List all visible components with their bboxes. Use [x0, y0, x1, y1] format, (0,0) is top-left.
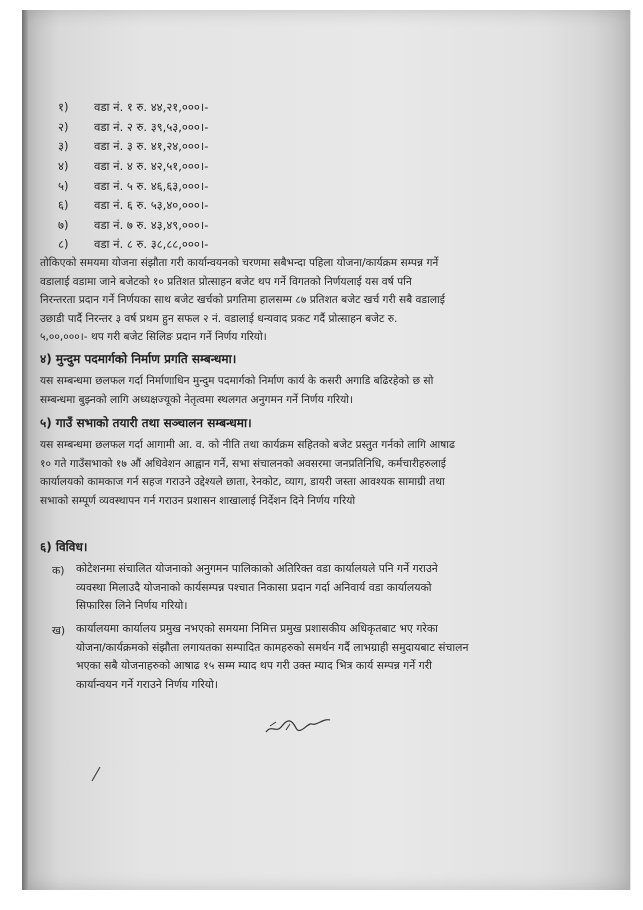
item-text: वडा नं. ५ रु. ४६,६३,०००।-	[94, 178, 209, 193]
list-item	[58, 196, 358, 216]
section4-paragraph	[40, 372, 540, 409]
paragraph-line: यस सम्बन्धमा छलफल गर्दा आगामी आ. व. को नीति तथा कार्यक्रम सहितको बजेट प्रस्तुत गर्नको लागि आषाढ	[40, 439, 455, 451]
paragraph-line: १० गते गाउँसभाको १७ औं अधिवेशन आह्वान गर्ने, सभा संचालनको अवसरमा जनप्रतिनिधि, कर्मचारीहरुलाई	[40, 457, 446, 470]
paragraph-line: व्यवस्था मिलाउदै योजनाको कार्यसम्पन्न पश्चात निकासा प्रदान गर्दा अनिवार्य वडा कार्यालयको	[76, 580, 432, 594]
section-heading: ४) मुन्दुम पदमार्गको निर्माण प्रगति सम्बन्धमा।	[40, 352, 237, 366]
item-number: २)	[58, 119, 69, 134]
paragraph-line: सिफारिस लिने निर्णय गरियो।	[76, 599, 188, 613]
paragraph-line: भएका सबै योजनाहरुको आषाढ १५ सम्म म्याद थप गरी उक्त म्याद भित्र कार्य सम्पन्न गर्ने गरी	[76, 659, 432, 673]
item-text: वडा नं. ८ रु. ३८,८८,०००।-	[94, 237, 209, 252]
paragraph-line: निरन्तरता प्रदान गर्ने निर्णयका साथ बजेट खर्चको प्रगतिमा हालसम्म ८७ प्रतिशत बजेट खर्च गरी सबै वडालाई	[40, 294, 445, 307]
list-item	[58, 176, 358, 196]
item-number: १)	[58, 100, 69, 115]
section-heading: ६) विविध।	[40, 540, 88, 554]
item-number: ८)	[58, 237, 69, 252]
paragraph-line: कार्यालयको कामकाज गर्न सहज गराउने उद्देश्यले छाता, रेनकोट, व्याग, डायरी जस्ता आवश्यक सामाग्री तथा	[40, 476, 445, 489]
item-number: ५)	[58, 178, 69, 193]
list-item	[58, 137, 358, 157]
list-item	[58, 216, 358, 236]
section5-paragraph	[40, 436, 540, 510]
paragraph-line: यस सम्बन्धमा छलफल गर्दा निर्माणाधिन मुन्दुम पदमार्गको निर्माण कार्य के कसरी अगाडि बढिरहेको छ सो	[40, 375, 434, 387]
paragraph-line: वडालाई वडामा जाने बजेटको १० प्रतिशत प्रोत्साहन बजेट थप गर्ने विगतको निर्णयलाई यस वर्ष पनि	[40, 275, 412, 288]
section-heading: ५) गाउँ सभाको तयारी तथा सञ्चालन सम्बन्धमा।	[40, 416, 252, 430]
paragraph-line: तोकिएको समयमा योजना संझौता गरी कार्यान्वयनको चरणमा सबैभन्दा पहिला योजना/कार्यक्रम सम्पन्न गर्ने	[40, 257, 439, 269]
item-label: ख)	[52, 624, 66, 637]
item-text: वडा नं. ३ रु. ४१,२४,०००।-	[94, 139, 209, 154]
item-a-paragraph	[76, 560, 542, 616]
item-text: वडा नं. २ रु. ३९,५३,०००।-	[94, 119, 209, 134]
item-number: ४)	[58, 159, 69, 174]
item-b-paragraph	[76, 620, 542, 694]
paragraph-line: ५,००,०००।- थप गरी बजेट सिलिङ प्रदान गर्ने निर्णय गरियो।	[40, 331, 267, 344]
item-number: ६)	[58, 198, 69, 213]
page-shadow	[591, 10, 631, 890]
paragraph-line: सम्बन्धमा बुझ्नको लागि अध्यक्षज्यूको नेतृत्वमा स्थलगत अनुगमन गर्ने निर्णय गरियो।	[40, 393, 354, 406]
incentive-paragraph	[40, 254, 540, 347]
ward-budget-list	[58, 98, 358, 255]
paragraph-line: सभाको सम्पूर्ण व्यवस्थापन गर्न गराउन प्रशासन शाखालाई निर्देशन दिने निर्णय गरियो	[40, 494, 356, 507]
item-number: ७)	[58, 217, 69, 232]
paragraph-line: कार्यान्वयन गर्ने गराउने निर्णय गरियो।	[76, 677, 218, 691]
pen-mark-icon	[90, 765, 102, 783]
list-item	[58, 98, 358, 118]
item-text: वडा नं. १ रु. ४४,२१,०००।-	[94, 100, 209, 115]
signature-icon	[262, 712, 334, 738]
item-label: क)	[52, 564, 65, 577]
item-text: वडा नं. ६ रु. ५३,४०,०००।-	[94, 198, 209, 213]
page-binding-edge	[22, 10, 28, 890]
item-text: वडा नं. ७ रु. ४३,४९,०००।-	[94, 217, 209, 232]
item-number: ३)	[58, 139, 69, 154]
list-item	[58, 118, 358, 138]
paragraph-line: योजना/कार्यक्रमको संझौता लगायतका सम्पादित कामहरुको समर्थन गर्दै लाभग्राही समुदायबाट संचालन	[76, 640, 469, 654]
item-text: वडा नं. ४ रु. ४२,५१,०००।-	[94, 159, 209, 174]
list-item	[58, 235, 358, 255]
paragraph-line: कोटेशनमा संचालित योजनाको अनुगमन पालिकाको अतिरिक्त वडा कार्यालयले पनि गर्ने गराउने	[76, 562, 438, 575]
paragraph-line: उछाडी पार्दै निरन्तर ३ वर्ष प्रथम हुन सफल २ नं. वडालाई धन्यवाद प्रकट गर्दै प्रोत्साहन बजेट रु.	[40, 312, 398, 325]
list-item	[58, 157, 358, 177]
paragraph-line: कार्यालयमा कार्यालय प्रमुख नभएको समयमा निमित्त प्रमुख प्रशासकीय अधिकृतबाट भए गरेका	[76, 622, 438, 635]
